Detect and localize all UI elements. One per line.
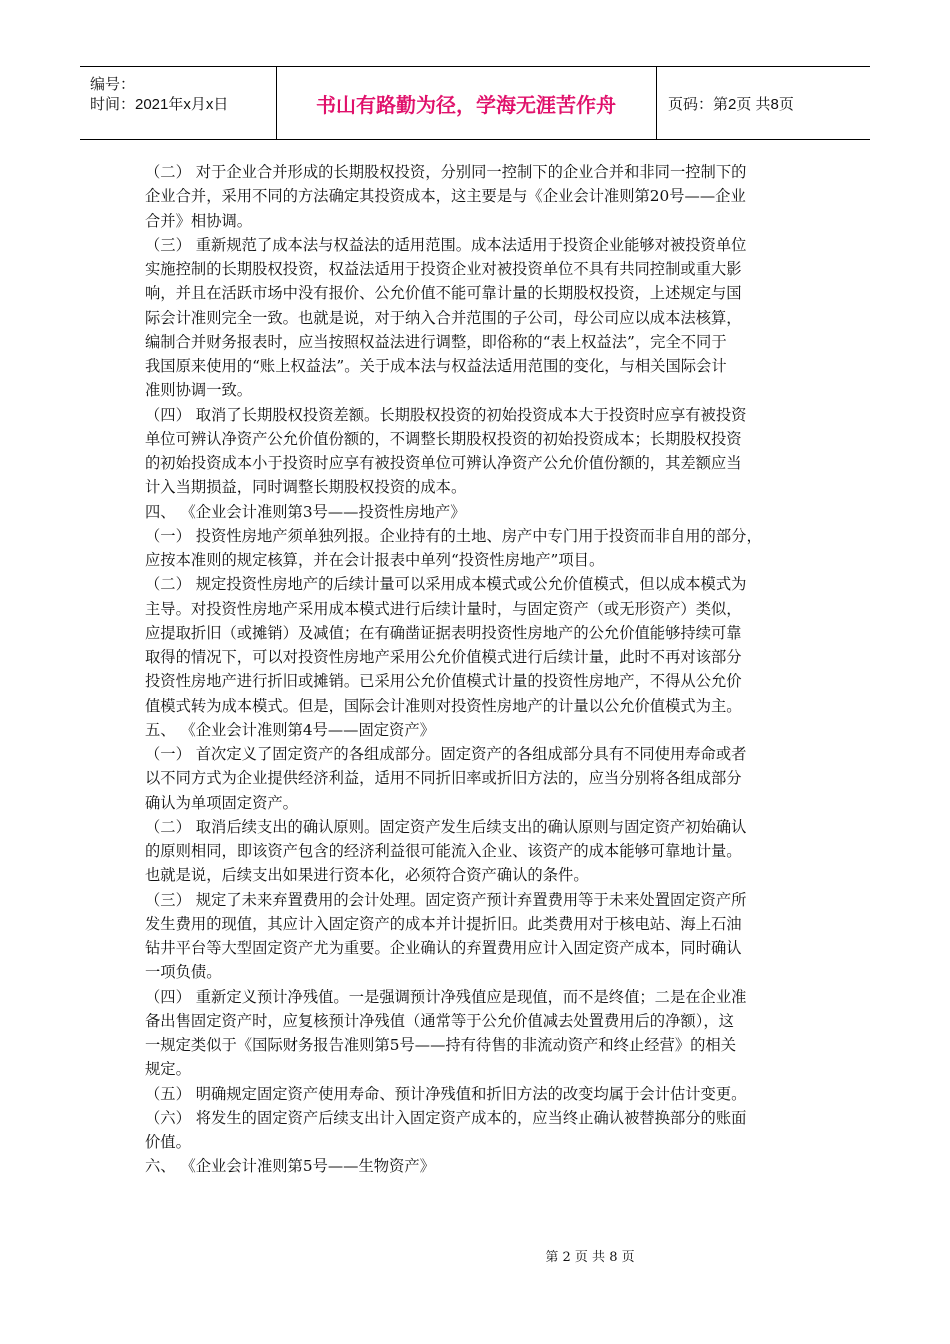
- document-time-label: 时间：2021年x月x日: [90, 96, 229, 113]
- body-text-line: 一规定类似于《国际财务报告准则第5号——持有待售的非流动资产和终止经营》的相关: [145, 1036, 737, 1054]
- body-text-line: （一） 投资性房地产须单独列报。企业持有的土地、房产中专门用于投资而非自用的部分，: [145, 526, 762, 545]
- page-footer: 第 2 页 共 8 页: [545, 1250, 635, 1265]
- body-text-line: （二） 规定投资性房地产的后续计量可以采用成本模式或公允价值模式，但以成本模式为: [145, 575, 747, 594]
- body-text-line: 值模式转为成本模式。但是，国际会计准则对投资性房地产的计量以公允价值模式为主。: [145, 696, 742, 715]
- body-text-line: 五、 《企业会计准则第4号——固定资产》: [145, 720, 435, 739]
- body-text-line: （三） 重新规范了成本法与权益法的适用范围。成本法适用于投资企业能够对被投资单位: [145, 235, 747, 254]
- body-text-line: （二） 取消后续支出的确认原则。固定资产发生后续支出的确认原则与固定资产初始确认: [145, 817, 747, 836]
- body-text-line: 发生费用的现值，其应计入固定资产的成本并计提折旧。此类费用对于核电站、海上石油: [145, 914, 742, 933]
- body-text-line: 以不同方式为企业提供经济利益，适用不同折旧率或折旧方法的，应当分别将各组成部分: [145, 769, 742, 788]
- body-text-line: 一项负债。: [145, 963, 222, 982]
- header-meta-cell: [80, 67, 277, 139]
- body-text-line: 六、 《企业会计准则第5号——生物资产》: [145, 1157, 435, 1176]
- body-text-line: 计入当期损益，同时调整长期股权投资的成本。: [145, 478, 467, 497]
- body-text-line: （三） 规定了未来弃置费用的会计处理。固定资产预计弃置费用等于未来处置固定资产所: [145, 890, 747, 909]
- body-text-line: 编制合并财务报表时，应当按照权益法进行调整，即俗称的“表上权益法”，完全不同于: [145, 332, 727, 351]
- body-text-line: 单位可辨认净资产公允价值份额的，不调整长期股权投资的初始投资成本；长期股权投资: [145, 429, 742, 448]
- body-text-line: 价值。: [145, 1133, 191, 1151]
- document-number-label: 编号：: [90, 76, 136, 93]
- body-text-line: 备出售固定资产时，应复核预计净残值（通常等于公允价值减去处置费用后的净额），这: [145, 1011, 734, 1030]
- page-header: [80, 66, 870, 140]
- body-text-line: 的原则相同，即该资产包含的经济利益很可能流入企业、该资产的成本能够可靠地计量。: [145, 842, 742, 860]
- body-text-line: 的初始投资成本小于投资时应享有被投资单位可辨认净资产公允价值份额的，其差额应当: [145, 454, 742, 472]
- body-text-line: （五） 明确规定固定资产使用寿命、预计净残值和折旧方法的改变均属于会计估计变更。: [145, 1084, 747, 1103]
- body-text-line: （四） 取消了长期股权投资差额。长期股权投资的初始投资成本大于投资时应享有被投资: [145, 405, 747, 424]
- body-text-line: 应提取折旧（或摊销）及减值；在有确凿证据表明投资性房地产的公允价值能够持续可靠: [145, 623, 742, 642]
- body-text-line: 四、 《企业会计准则第3号——投资性房地产》: [145, 502, 466, 521]
- body-text-line: 确认为单项固定资产。: [145, 793, 298, 812]
- body-text-line: （六） 将发生的固定资产后续支出计入固定资产成本的，应当终止确认被替换部分的账面: [145, 1108, 747, 1127]
- body-text-line: 响，并且在活跃市场中没有报价、公允价值不能可靠计量的长期股权投资，上述规定与国: [145, 284, 742, 303]
- body-text-line: 际会计准则完全一致。也就是说，对于纳入合并范围的子公司，母公司应以成本法核算，: [145, 308, 742, 327]
- body-text-line: 应按本准则的规定核算，并在会计报表中单列“投资性房地产”项目。: [145, 551, 605, 569]
- header-page-cell: [656, 67, 870, 139]
- body-text-line: 主导。对投资性房地产采用成本模式进行后续计量时，与固定资产（或无形资产）类似，: [145, 599, 742, 618]
- body-text-line: 我国原来使用的“账上权益法”。关于成本法与权益法适用范围的变化，与相关国际会计: [145, 357, 727, 375]
- body-text-line: 钻井平台等大型固定资产尤为重要。企业确认的弃置费用应计入固定资产成本，同时确认: [145, 939, 742, 957]
- body-text-line: （四） 重新定义预计净残值。一是强调预计净残值应是现值，而不是终值；二是在企业准: [145, 987, 747, 1006]
- body-text-line: 也就是说，后续支出如果进行资本化，必须符合资产确认的条件。: [145, 866, 589, 885]
- header-motto-cell: [276, 67, 657, 139]
- body-text-line: 实施控制的长期股权投资，权益法适用于投资企业对被投资单位不具有共同控制或重大影: [145, 260, 742, 278]
- header-page-code: 页码：第2页 共8页: [668, 96, 794, 113]
- body-text-line: （二） 对于企业合并形成的长期股权投资，分别同一控制下的企业合并和非同一控制下的: [145, 163, 747, 181]
- body-text-line: 合并》相协调。: [145, 211, 253, 230]
- body-text-line: 取得的情况下，可以对投资性房地产采用公允价值模式进行后续计量，此时不再对该部分: [145, 648, 742, 666]
- body-text-line: （一） 首次定义了固定资产的各组成部分。固定资产的各组成部分具有不同使用寿命或者: [145, 745, 747, 763]
- body-text-line: 规定。: [145, 1060, 191, 1079]
- body-text-line: 企业合并，采用不同的方法确定其投资成本，这主要是与《企业会计准则第20号——企业: [145, 187, 746, 206]
- header-motto: 书山有路勤为径，学海无涯苦作舟: [316, 93, 616, 117]
- body-text-line: 准则协调一致。: [145, 381, 253, 400]
- body-text-line: 投资性房地产进行折旧或摊销。已采用公允价值模式计量的投资性房地产，不得从公允价: [145, 672, 742, 691]
